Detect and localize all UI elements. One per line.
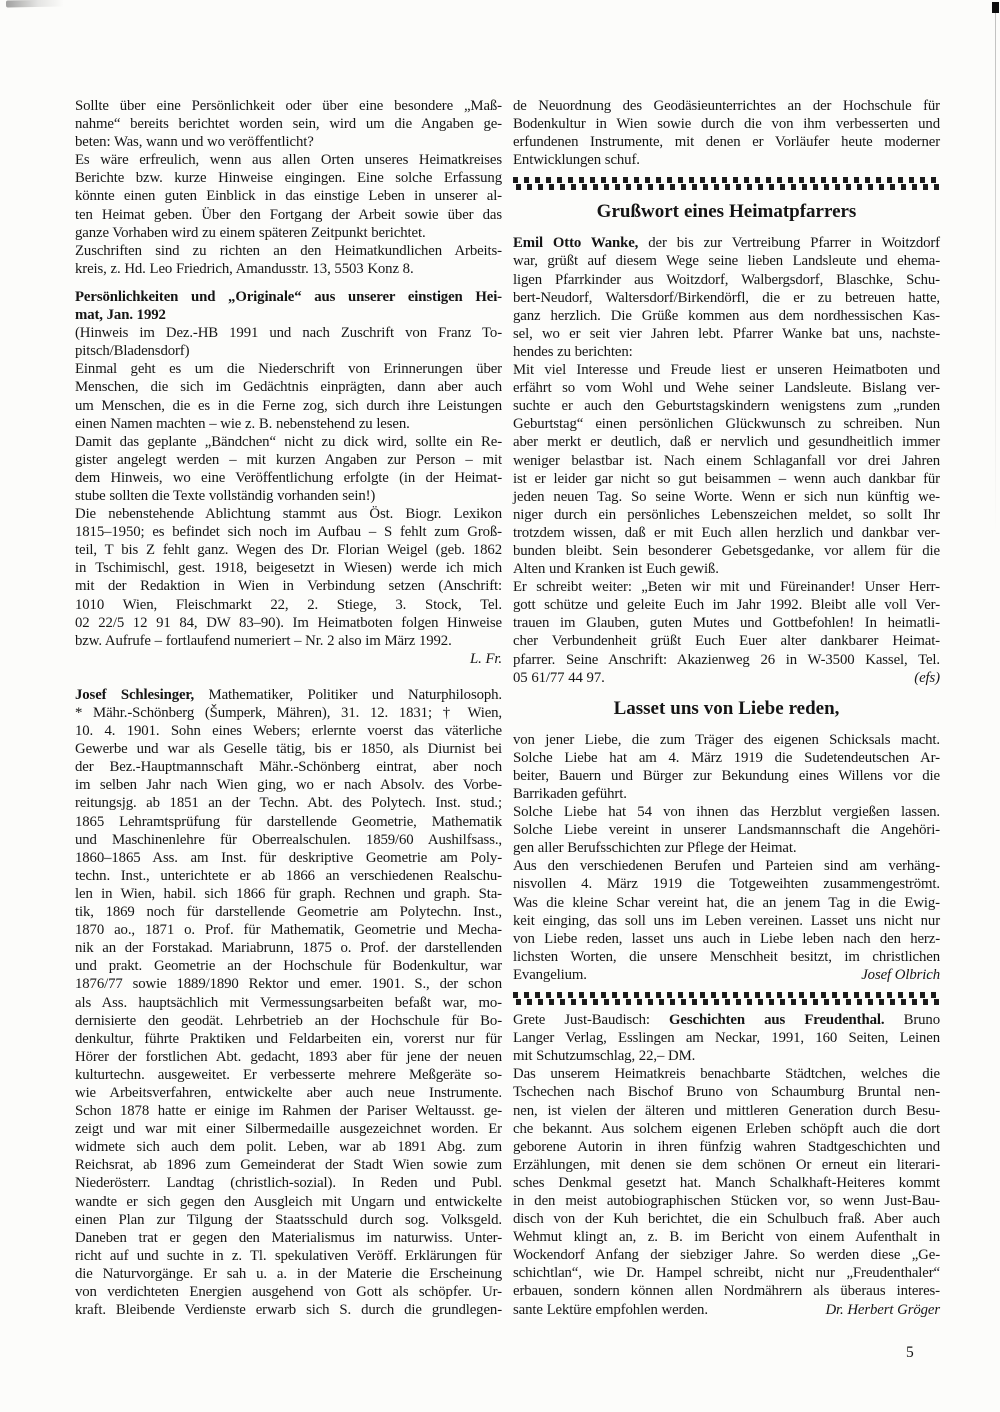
text-line: stube sollten die Texte vollständig vorhanden sein!) — [75, 487, 376, 504]
text-line: ist er leider gar nicht so gut beisammen – wenn auch dankbar für — [513, 470, 940, 487]
section-heading: Grußwort eines Heimatpfarrers — [596, 201, 857, 223]
text-line: len in Wien, habil. sich 1866 für graph. Rechnen und graph. Sta- — [75, 885, 502, 902]
text-line: Einmal geht es um die Niederschrift von Erinnerungen über — [75, 361, 502, 378]
text-line: denkultur, führte Praktiken und Feldarbeiten ein, vorerst nur für — [75, 1030, 502, 1047]
text-line: gen aller Berufsschichten zur Pflege der Heimat. — [513, 840, 797, 857]
text-line — [75, 686, 502, 704]
section-heading: Lasset uns von Liebe reden, — [613, 697, 840, 719]
text-line: sches Denkmal gesetzt hat. Manch Schalkhaft-Heiteres kommt — [513, 1174, 940, 1191]
text-line: 1010 Wien, Fleischmarkt 22, 2. Stiege, 3. Stock, Tel. — [75, 596, 502, 613]
text-line: 1815–1950; es befindet sich noch im Aufbau – S fehlt zum Groß- — [75, 524, 502, 541]
text-line: aber merkt er deutlich, daß er nervlich und gesundheitlich immer — [513, 434, 940, 451]
text-line: Alten und Kranken ist Euch gewiß. — [513, 561, 719, 578]
text-line: jeden neuen Tag. So seine Worte. Wenn er sich nun künftig we- — [513, 488, 940, 505]
text-line: sel, wo er seit vier Jahren lebt. Pfarrer Wanke bat uns, nachste- — [513, 325, 940, 342]
spacer — [75, 278, 502, 288]
text-line: Hörer der forstlichen Abt. gedacht, 1893 aber für jene der neuen — [75, 1048, 502, 1065]
text-line: erfundenen Instrumente, mit denen er Vorläufer heute moderner — [513, 134, 940, 151]
text-line — [75, 306, 502, 324]
text-line: pfarrer. Seine Anschrift: Akazienweg 26 in W-3500 Kassel, Tel. — [513, 651, 940, 668]
text-line: bert-Neudorf, Waltersdorf/Birkendörfl, die er zu betreuen hatte, — [513, 289, 940, 306]
text-line: hendes zu berichten: — [513, 343, 633, 360]
spacer — [75, 668, 502, 686]
text-segment: Geschichten aus Freudenthal. — [669, 1012, 885, 1029]
text-line — [75, 288, 502, 306]
text-line: 1876/77 sowie 1889/1890 Rektor und emer. 1901. S., der schon — [75, 976, 502, 993]
text-line: 1860–1865 Ass. am Inst. für deskriptive Geometrie am Poly- — [75, 849, 502, 866]
left-column — [75, 97, 502, 1319]
text-line: einen Namen machten – wie z. B. nebenstehend zu lesen. — [75, 415, 410, 432]
text-line: könnte einen guten Einblick in das einstige Leben in unserer al- — [75, 188, 502, 205]
text-line: gister angelegt werden – mit kurzen Angaben zur Person – mit — [75, 451, 502, 468]
text-segment: Emil Otto Wanke, — [513, 235, 639, 252]
text-line: cher Verbundenheit grüßt Euch Euer alter dankbarer Heimat- — [513, 633, 940, 650]
text-line: beten: Was, wann und wo veröffentlicht? — [75, 134, 314, 151]
text-line: Solche Liebe vereint in unserer Landsmannschaft die Angehöri- — [513, 822, 940, 839]
text-segment: Bruno — [884, 1012, 940, 1029]
text-line: Langer Verlag, Esslingen am Neckar, 1991, 160 Seiten, Leinen — [513, 1030, 940, 1047]
text-line: keit einging, das soll uns im Leben vereinen. Lasset uns nicht nur — [513, 912, 940, 929]
text-line: mit der Redaktion in Wien in Verbindung setzen (Anschrift: — [75, 578, 502, 595]
text-line: Schon 1878 hatte er einige im Rahmen der Pariser Weltausst. ge- — [75, 1103, 502, 1120]
text-line: Wehmut klingt an, z. B. im Bericht von einem Aufenthalt in — [513, 1229, 940, 1246]
text-line: Bodenkultur in Wien sowie durch die von ihm verbesserten und — [513, 116, 940, 133]
text-line: Tschechen nach Bischof Bruno von Schaumburg Bruntal nen- — [513, 1084, 940, 1101]
scan-smudge-artifact — [6, 0, 64, 8]
paragraph — [75, 686, 502, 1319]
text-line: richt auf und suchte in z. Tl. spekulativen Veröff. Erklärungen für — [75, 1247, 502, 1264]
text-line: und Maschinenlehre für Oberrealschulen. 1859/60 Aushilfsass., — [75, 831, 502, 848]
text-segment: sante Lektüre empfohlen werden. — [513, 1301, 708, 1318]
text-line: die Naturvorgänge. Er sah u. a. in der Materie die Erscheinung — [75, 1265, 502, 1282]
text-line: ligen Pfarrkinder aus Woitzdorf, Walbergsdorf, Blaschke, Schu- — [513, 271, 940, 288]
text-line: von jener Liebe, die zum Träger des eigenen Schicksals macht. — [513, 731, 940, 748]
text-line: L. Fr. — [470, 650, 502, 667]
text-segment: Mathematiker, Politiker und Naturphilosoph. — [194, 686, 502, 703]
text-line: Was die kleine Schar vereint hat, die an jenem Tag in die Ewig- — [513, 894, 940, 911]
text-line: der Bez.-Hauptmannschaft Mähr.-Schönberg eintrat, aber noch — [75, 759, 502, 776]
text-line: disch von der Kuh berichtet, die ein Schulbuch fraß. Aber auch — [513, 1211, 940, 1228]
text-line — [513, 234, 940, 252]
text-line: 1870 ao., 1871 o. Prof. für Mathematik, Geometrie und Mecha- — [75, 922, 502, 939]
text-line: erbauen, sondern können allen Nordmährern als überaus interes- — [513, 1283, 940, 1300]
text-line: kraft. Bleibende Verdienste erwarb sich S. durch die grundlegen- — [75, 1302, 502, 1319]
text-line: suchte er auch den Geburtstagskindern wenigstens zum „runden — [513, 398, 940, 415]
text-segment: mat, Jan. 1992 — [75, 307, 166, 324]
text-line: dernisierte den geodät. Lehrbetrieb an der Hochschule für Bo- — [75, 1012, 502, 1029]
text-line: geborene Autorin in ihren fünfzig wahren Stadtgeschichten und — [513, 1138, 940, 1155]
text-line: Geburtstag“ einen persönlichen Glückwunsch zu schreiben. Nun — [513, 416, 940, 433]
text-line: ten Heimat geben. Über den Fortgang der Arbeit sowie über das — [75, 206, 502, 223]
text-line: nen, ist vielen der älteren und mittleren Generation durch Besu- — [513, 1102, 940, 1119]
text-line: von verdichteten Energien ausgehend von Gott als schöpfer. Ur- — [75, 1284, 502, 1300]
text-line: ganze Vorhaben wird zu einem späteren Zeitpunkt berichtet. — [75, 224, 426, 241]
paragraph — [513, 234, 940, 686]
text-line: zeigt und war mit einer Silbermedaille ausgezeichnet worden. Er — [75, 1121, 502, 1138]
text-line: reitungsjg. ab 1851 an der Techn. Abt. des Polytech. Inst. stud.; — [75, 795, 502, 812]
text-line: Niederösterr. Landtag (christlich-sozial). In Reden und Publ. — [75, 1175, 502, 1192]
text-line: mit Schutzumschlag, 22,– DM. — [513, 1048, 696, 1065]
paragraph — [75, 288, 502, 668]
text-segment: Josef Olbrich — [861, 966, 940, 983]
text-line: wie Arbeitsverfahren, entwickelte aber auch neue Instrumente. — [75, 1084, 502, 1101]
text-segment: Dr. Herbert Gröger — [825, 1301, 940, 1318]
text-line: 10. 4. 1901. Sohn eines Webers; erlernte voerst das väterliche — [75, 723, 502, 740]
text-line: kreis, z. Hd. Leo Friedrich, Amandusstr. 13, 5503 Konz 8. — [75, 260, 414, 277]
text-line: erfährt so vom Wohl und Wehe seiner Landsleute. Bislang ver- — [513, 380, 940, 397]
text-line: bzw. Aufrufe – fortlaufend numeriert – Nr. 2 also im März 1992. — [75, 632, 452, 649]
text-line: gott schütze und geleite Euch im Jahr 1992. Bleibt alle voll Ver- — [513, 597, 940, 614]
text-segment: Grete Just-Baudisch: — [513, 1012, 670, 1029]
text-line: von Liebe reden, lasset uns auch in Liebe leben nach den herz- — [513, 930, 940, 947]
text-line: Entwicklungen schuf. — [513, 152, 640, 169]
text-line: 1865 Lehramtsprüfung für darstellende Geometrie, Mathematik — [75, 813, 502, 830]
scan-corner-mark-artifact — [992, 2, 999, 13]
text-line: widmete sich auch dem polit. Leben, war ab 1891 Abg. zum — [75, 1139, 502, 1156]
text-line: einen Plan zur Tilgung der Staatsschuld durch sog. Volksgeld. — [75, 1211, 502, 1228]
text-line: ganz herzlich. Die Grüße kommen aus dem nordhessischen Kas- — [513, 307, 940, 324]
text-line: * Mähr.-Schönberg (Šumperk, Mähren), 31. 12. 1831; † Wien, — [75, 705, 502, 721]
text-line: Zuschriften sind zu richten an den Heimatkundlichen Arbeits- — [75, 242, 502, 259]
text-segment: Persönlichkeiten und „Originale“ aus unserer einstigen Hei- — [75, 288, 502, 305]
text-line: war, grüßt auf diesem Wege seine lieben Landsleute und ehema- — [513, 253, 940, 270]
text-line: Wockendorf Anfang der siebziger Jahre. So werden diese „Ge- — [513, 1247, 940, 1264]
ornament-divider — [513, 992, 940, 1005]
text-line: dem Hinweis, wo eine Veröffentlichung erfolgte (in der Heimat- — [75, 469, 502, 486]
text-line: Berichte bzw. kurze Hinweise eingingen. Eine solche Erfassung — [75, 170, 502, 187]
text-line: wandte er sich gegen den Ausgleich mit Ungarn und entwickelte — [75, 1193, 502, 1210]
text-line: Gewerbe und war als Geselle tätig, bis er 1850, als Diurnist bei — [75, 741, 502, 758]
text-line: bunden bleibt. Sein besonderer Gebetsgedanke, vor allem für die — [513, 542, 940, 559]
text-line: in Tschimischl, gest. 1918, beigesetzt in Wiesen) werde ich mich — [75, 560, 502, 577]
text-line: Sollte über eine Persönlichkeit oder über eine besondere „Maß- — [75, 98, 502, 114]
text-line: Er schreibt weiter: „Beten wir mit und Füreinander! Unser Herr- — [513, 579, 940, 596]
text-segment: Evangelium. — [513, 966, 587, 983]
paragraph — [513, 1011, 940, 1319]
text-line: Damit das geplante „Bändchen“ nicht zu dick wird, sollte ein Re- — [75, 433, 502, 450]
text-line: weniger belastbar ist. Nach einem Schlaganfall vor drei Jahren — [513, 452, 940, 469]
text-line: Erzählungen, mit denen sie dem schönen Or erneut ein literari- — [513, 1156, 940, 1173]
two-column-text-area — [75, 97, 940, 1319]
text-line: Es wäre erfreulich, wenn aus allen Orten unseres Heimatkreises — [75, 152, 502, 169]
text-line: und prakt. Geometrie an der Hochschule für Bodenkultur, war — [75, 958, 502, 975]
text-line: Reichsrat, ab 1896 zum Gemeinderat der Stadt Wien sowie zum — [75, 1157, 502, 1174]
text-line: pitsch/Bladensdorf) — [75, 343, 190, 360]
text-line: in den meist autobiographischen Stücken vor, so wenn Just-Bau- — [513, 1192, 940, 1209]
text-line: che bekannt. Aus solchem eigenen Erleben schöpft auch die dort — [513, 1120, 940, 1137]
text-line: Mit viel Interesse und Freude liest er unseren Heimatboten und — [513, 362, 940, 379]
ornament-divider — [513, 177, 940, 190]
text-line: lichsten Worten, die unsere Menschheit besitzt, im christlichen — [513, 948, 940, 965]
text-line: Solche Liebe hat am 4. März 1919 die Sudetendeutschen Ar- — [513, 749, 940, 766]
page-number: 5 — [906, 1344, 914, 1361]
text-segment: 05 61/77 44 97. — [513, 669, 605, 686]
text-line: Menschen, die sich im Gedächtnis einprägten, dann aber auch — [75, 379, 502, 396]
text-line — [513, 669, 940, 687]
text-line: tik, 1869 noch für darstellende Geometrie am Polytechn. Inst., — [75, 904, 502, 921]
text-line: Solche Liebe hat 54 von ihnen das Herzblut vergießen lassen. — [513, 804, 940, 821]
paragraph — [513, 731, 940, 984]
text-line: im selben Jahr nach Wien ging, wo er nach Absolv. des Vorbe- — [75, 777, 502, 794]
text-line: de Neuordnung des Geodäsieunterrichtes an der Hochschule für — [513, 98, 940, 114]
text-line: Daneben trat er gegen den Materialismus im naturwiss. Unter- — [75, 1229, 502, 1246]
text-line: niger durch ein persönliches Lebenszeichen meldet, so sollt Ihr — [513, 506, 940, 523]
text-line — [513, 1301, 940, 1319]
text-line: als Ass. hauptsächlich mit Vermessungsarbeiten befaßt war, mo- — [75, 994, 502, 1011]
text-line: teil, T bis Z fehlt ganz. Wegen des Dr. Florian Weigel (geb. 1862 — [75, 542, 502, 559]
text-line: 02 22/5 12 91 84, DW 83–90). Im Heimatboten folgen Hinweise — [75, 614, 502, 631]
text-line: um Menschen, die es in die Ferne zog, sich durch ihre Leistungen — [75, 397, 502, 414]
text-line: techn. Inst., unterichtete er ab 1866 an verschiedenen Realschu- — [75, 867, 502, 884]
text-line: schichtlan“, wie Dr. Hampel schreibt, nicht nur „Freudenthaler“ — [513, 1265, 940, 1282]
text-line: nik an der Forstakad. Mariabrunn, 1875 o. Prof. der darstellenden — [75, 940, 502, 957]
text-line: Die nebenstehende Ablichtung stammt aus Öst. Biogr. Lexikon — [75, 506, 502, 523]
scan-edge-line-artifact — [995, 13, 997, 533]
text-line: Barrikaden geführt. — [513, 786, 627, 802]
text-line — [513, 966, 940, 984]
text-line: trotzdem wissen, daß er mit Euch allen herzlich und dankbar ver- — [513, 524, 940, 541]
text-line: nisvollen 4. März 1919 die Totgeweihten zusammengeströmt. — [513, 876, 940, 893]
text-segment: (efs) — [914, 669, 940, 686]
text-line: trauen im Glauben, guten Mutes und Gottbefohlen! In heimatli- — [513, 615, 940, 632]
paragraph — [75, 97, 502, 278]
text-segment: der bis zur Vertreibung Pfarrer in Woitzdorf — [638, 235, 940, 252]
text-segment: Josef Schlesinger, — [75, 686, 195, 703]
text-line: nahme“ bereits berichtet worden sein, wird um die Angaben ge- — [75, 116, 502, 133]
right-column — [513, 97, 940, 1319]
text-line: beiter, Bauern und Bürger zur Bekundung eines Willens vor die — [513, 767, 940, 784]
text-line — [513, 1011, 940, 1029]
text-line: kulturtechn. ausgeweitet. Er verbesserte mehrere Meßgeräte so- — [75, 1066, 502, 1083]
text-line: Das unserem Heimatkreis benachbarte Städtchen, welches die — [513, 1066, 940, 1083]
paragraph — [513, 97, 940, 169]
text-line: Aus den verschiedenen Berufen und Parteien sind am verhäng- — [513, 858, 940, 875]
text-line: (Hinweis im Dez.-HB 1991 und nach Zuschrift von Franz To- — [75, 325, 502, 342]
